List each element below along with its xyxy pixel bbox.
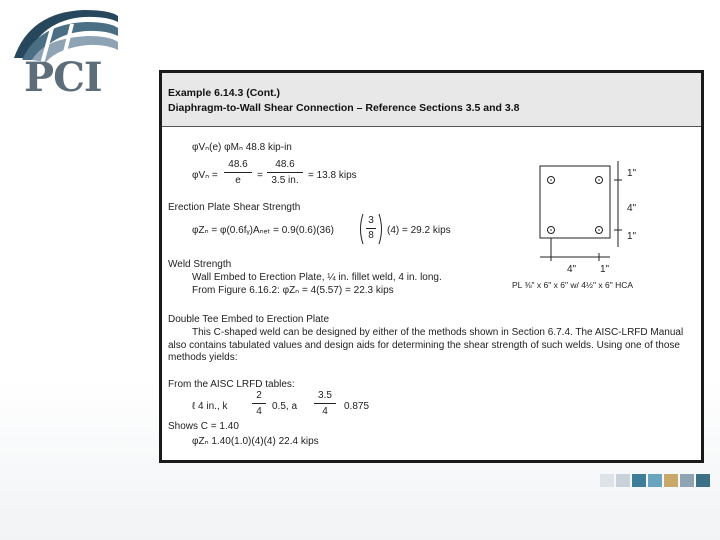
document-header	[162, 73, 701, 127]
example-subtitle: Diaphragm-to-Wall Shear Connection – Reference Sections 3.5 and 3.8	[168, 102, 520, 114]
frac2-denominator: 3.5 in.	[271, 175, 299, 186]
frac1-line	[224, 172, 252, 173]
shear-result: = 13.8 kips	[308, 170, 357, 181]
frac2-numerator: 48.6	[275, 159, 295, 170]
frac2-line	[267, 172, 303, 173]
k-denominator: 4	[256, 406, 262, 417]
dim-mid: 4"	[627, 203, 637, 214]
dim-left: 4"	[567, 264, 577, 275]
a-denominator: 4	[322, 406, 328, 417]
erection-result: (4) = 29.2 kips	[387, 225, 451, 236]
footer-bar-5	[664, 474, 678, 487]
weld-heading: Weld Strength	[168, 259, 232, 270]
weld-line-1: Wall Embed to Erection Plate, ¼ in. fillet weld, 4 in. long.	[192, 272, 442, 283]
shows-c: Shows C = 1.40	[168, 421, 239, 432]
k-value: 0.5, a	[272, 401, 298, 412]
final-result: φZₙ 1.40(1.0)(4)(4) 22.4 kips	[192, 436, 319, 447]
footer-bar-3	[632, 474, 646, 487]
plate-label: PL ⅜" x 6" x 6" w/ 4½" x 6" HCA	[512, 280, 634, 290]
footer-bar-1	[600, 474, 614, 487]
erection-frac-denominator: 8	[368, 230, 374, 241]
erection-frac-line	[366, 228, 376, 229]
k-line	[252, 403, 266, 404]
a-numerator: 3.5	[318, 390, 332, 401]
equals-sign: =	[257, 170, 263, 181]
footer-bar-4	[648, 474, 662, 487]
pci-logo	[10, 6, 122, 101]
dim-bot: 1"	[627, 231, 637, 242]
erection-plate-label: Erection Plate Shear Strength	[168, 202, 301, 213]
double-tee-paragraph: This C-shaped weld can be designed by either of the methods shown in Section 6.7.4. The AISC-LRFD Manual also contains tabulated values and design aids for determining the shear strength of such welds. Using one of those methods yields:	[168, 327, 684, 363]
k-numerator: 2	[256, 390, 262, 401]
a-line	[314, 403, 336, 404]
aisc-heading: From the AISC LRFD tables:	[168, 379, 295, 390]
dim-top: 1"	[627, 168, 637, 179]
dim-right: 1"	[600, 264, 610, 275]
logo-text: PCI	[24, 54, 102, 101]
shear-equation-lhs: φVₙ =	[192, 170, 218, 181]
erection-equation-lhs: φZₙ = φ(0.6fᵧ)Aₙₑₜ = 0.9(0.6)(36)	[192, 225, 334, 236]
erection-frac-numerator: 3	[368, 215, 374, 226]
frac1-numerator: 48.6	[228, 159, 248, 170]
footer-bar-6	[680, 474, 694, 487]
plate-diagram	[532, 161, 642, 271]
example-title: Example 6.14.3 (Cont.)	[168, 87, 281, 99]
footer-bar-2	[616, 474, 630, 487]
example-document	[159, 70, 704, 463]
a-value: 0.875	[344, 401, 370, 412]
frac1-denominator: e	[235, 175, 241, 186]
footer-bar-7	[696, 474, 710, 487]
weld-line-2: From Figure 6.16.2: φZₙ = 4(5.57) = 22.3 kips	[192, 285, 394, 296]
double-tee-heading: Double Tee Embed to Erection Plate	[168, 314, 330, 325]
aisc-l-value: ℓ 4 in., k	[192, 401, 228, 412]
moment-equation: φVₙ(e) φMₙ 48.8 kip-in	[192, 142, 292, 153]
